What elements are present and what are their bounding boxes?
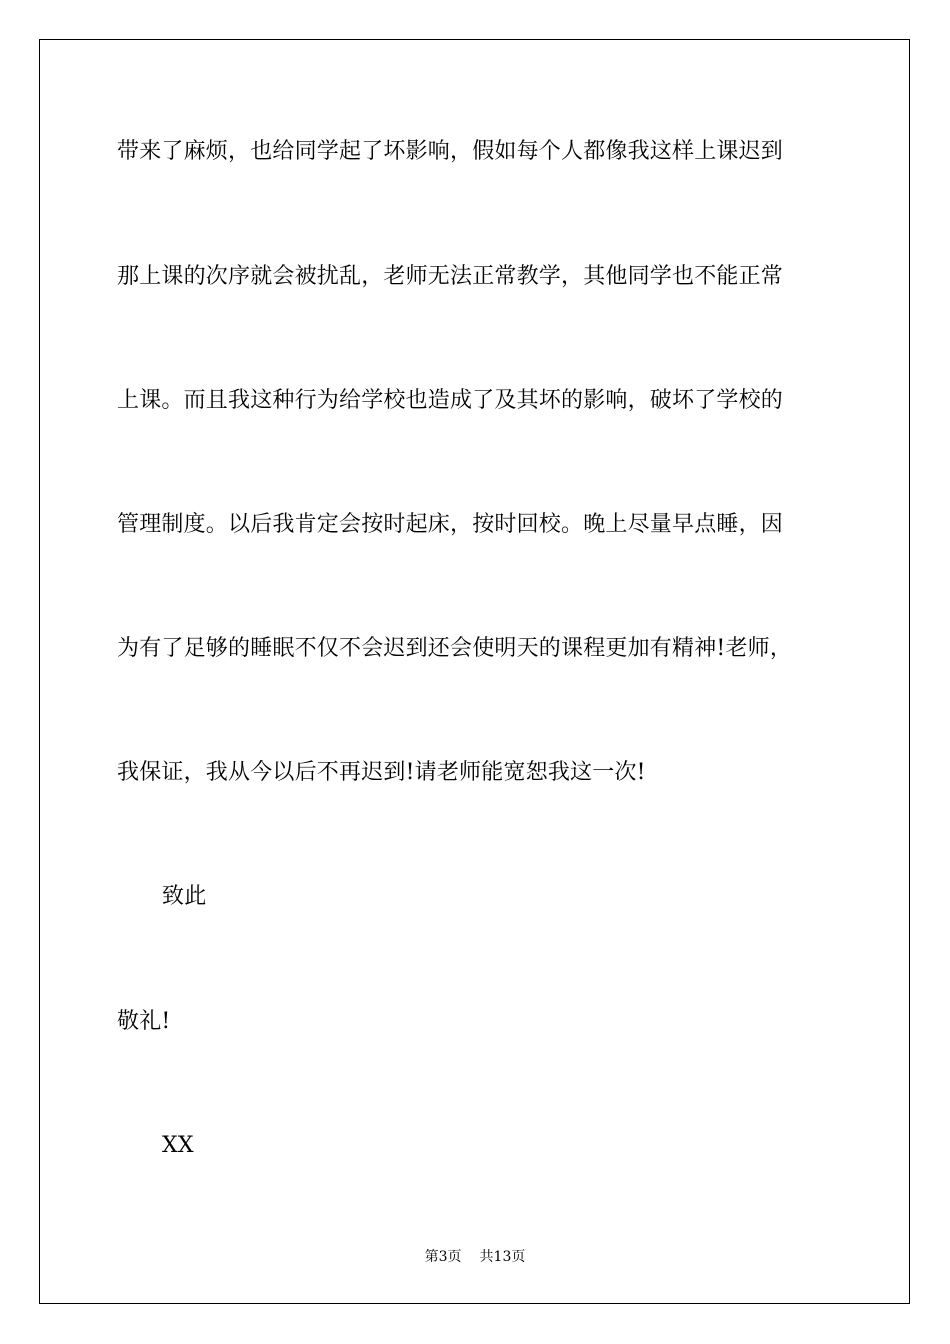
closing-text: 致此 [162,884,207,909]
salute-text: 敬礼! [117,1009,171,1034]
body-line-6: 我保证，我从今以后不再迟到!请老师能宽恕我这一次! [117,760,646,785]
signature-text: XX [162,1133,194,1158]
page-total: 共13页 [479,1249,526,1265]
body-line-1: 带来了麻烦，也给同学起了坏影响，假如每个人都像我这样上课迟到 [117,139,784,164]
body-line-5: 为有了足够的睡眠不仅不会迟到还会使明天的课程更加有精神!老师， [117,636,793,661]
page-number: 第3页 [424,1249,462,1265]
body-line-2: 那上课的次序就会被扰乱，老师无法正常教学，其他同学也不能正常 [117,264,784,289]
body-line-4: 管理制度。以后我肯定会按时起床，按时回校。晚上尽量早点睡，因 [117,512,784,537]
page-footer [0,1248,950,1266]
page-border [39,39,910,1304]
body-line-3: 上课。而且我这种行为给学校也造成了及其坏的影响，破坏了学校的 [117,388,784,413]
